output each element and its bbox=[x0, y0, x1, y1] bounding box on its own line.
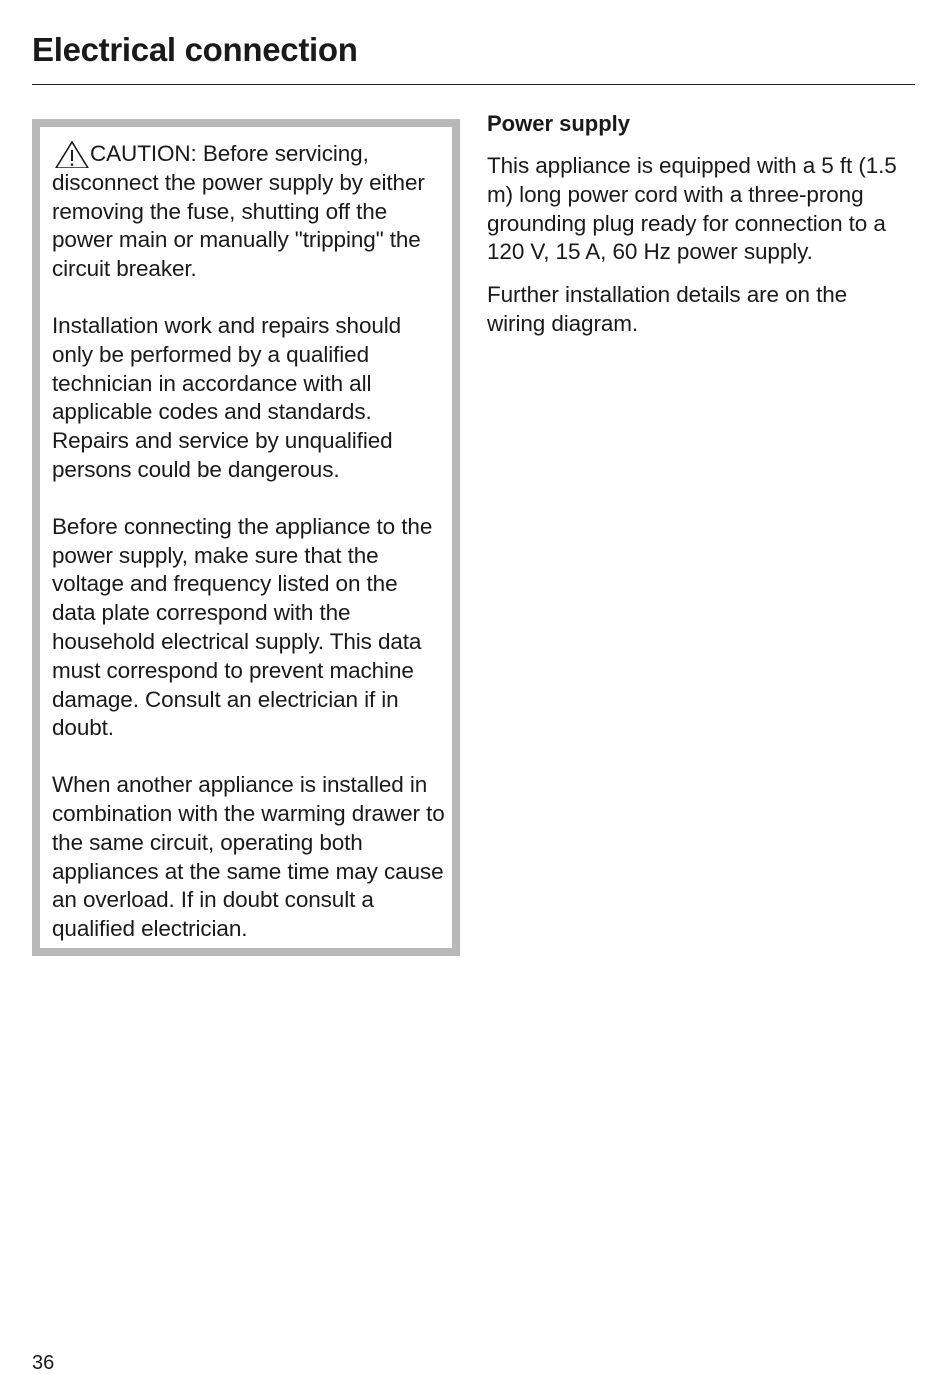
overload-paragraph: When another appliance is installed in combination with the warming drawer to the same circuit, operating both appliances at the same time may cause an overload. If in doubt consult a qualified electrician. bbox=[52, 772, 445, 942]
warning-triangle-icon bbox=[52, 140, 90, 168]
caution-text: CAUTION: Before servicing, disconnect the power supply by either removing the fuse, shutting off the power main or manually "tripping" the circuit breaker. bbox=[52, 141, 425, 282]
power-supply-heading: Power supply bbox=[487, 111, 631, 136]
wiring-diagram-paragraph: Further installation details are on the wiring diagram. bbox=[487, 282, 848, 336]
caution-box bbox=[32, 119, 460, 956]
page-title: Electrical connection bbox=[32, 31, 358, 68]
voltage-check-paragraph: Before connecting the appliance to the power supply, make sure that the voltage and frequency listed on the data plate correspond with the household electrical supply. This data must correspond to prevent machine damage. Consult an electrician if in doubt. bbox=[52, 513, 433, 741]
power-supply-section bbox=[487, 110, 907, 353]
page-number: 36 bbox=[32, 1352, 55, 1374]
title-divider bbox=[32, 84, 915, 85]
installation-paragraph: Installation work and repairs should only be performed by a qualified technician in accordance with all applicable codes and standards. Repairs and service by unqualified persons could be dangerous. bbox=[52, 312, 402, 482]
power-cord-paragraph: This appliance is equipped with a 5 ft (1.5 m) long power cord with a three-prong grounding plug ready for connection to a 120 V, 15 A, 60 Hz power supply. bbox=[487, 153, 897, 265]
caution-paragraph bbox=[52, 140, 446, 284]
